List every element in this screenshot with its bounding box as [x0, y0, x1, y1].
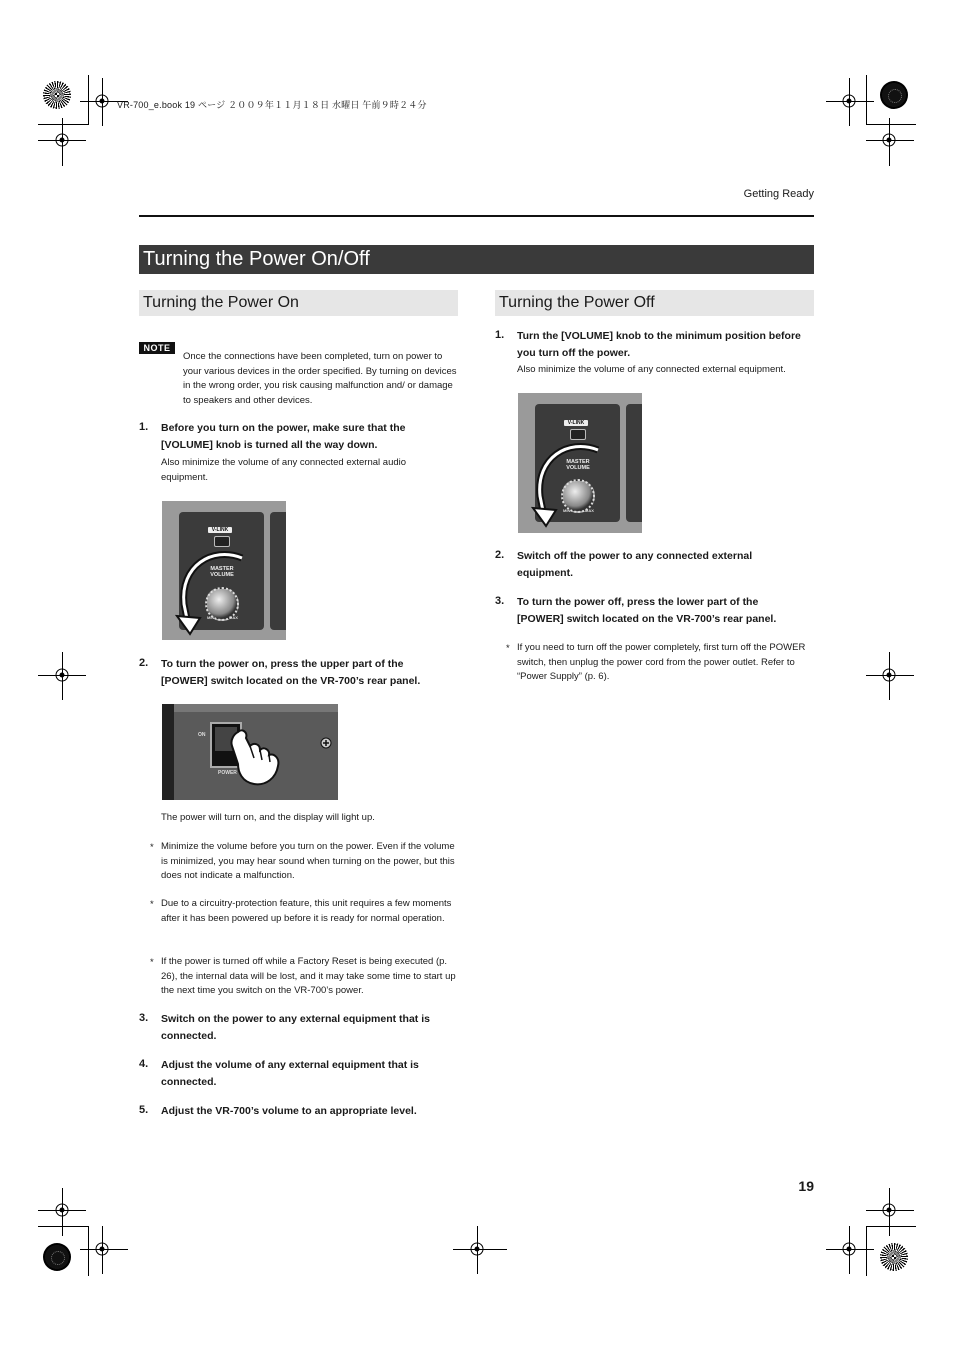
registration-mark-icon: [91, 1238, 113, 1260]
caution-item: If you need to turn off the power completely, first turn off the POWER switch, then unplug the power cord from the power outlet. Refer to “Power Supply” (p. 6).: [517, 642, 806, 682]
registration-mark-icon: [878, 129, 900, 151]
vlink-label: V-LINK: [564, 420, 588, 426]
pressing-hand-icon: [224, 726, 286, 788]
registration-mark-icon: [51, 1199, 73, 1221]
power-label: POWER: [218, 770, 237, 776]
max-label: MAX: [585, 508, 594, 513]
master-volume-label: MASTER VOLUME: [210, 566, 234, 578]
bullet-mark: *: [506, 643, 510, 654]
section-heading-power-off: Turning the Power Off: [495, 290, 814, 316]
step-text: Switch off the power to any connected external equipment.: [517, 550, 753, 579]
registration-mark-icon: [51, 129, 73, 151]
step-text: Before you turn on the power, make sure that the [VOLUME] knob is turned all the way down.: [161, 422, 406, 451]
step-number: 2.: [495, 549, 505, 561]
step-text: To turn the power on, press the upper part of the [POWER] switch located on the VR-700’s rear panel.: [161, 658, 421, 687]
note-badge: NOTE: [139, 342, 175, 354]
power-on-result: The power will turn on, and the display will light up.: [161, 812, 375, 823]
counterclockwise-arrow-icon: [172, 546, 252, 636]
registration-mark-icon: [838, 1238, 860, 1260]
section-heading-power-on: Turning the Power On: [139, 290, 458, 316]
registration-mark-icon: [878, 664, 900, 686]
note-text: Once the connections have been completed, turn on power to your various devices in the order specified. By turning on devices in the wrong order, you risk causing malfunction and/ or damage to speakers and other devices.: [183, 351, 457, 406]
caution-item: Due to a circuitry-protection feature, this unit requires a few moments after it has been powered up before it is ready for normal operation.: [161, 898, 452, 924]
caution-item: Minimize the volume before you turn on the power. Even if the volume is minimized, you may hear sound when turning on the power, but this does not indicate a malfunction.: [161, 841, 455, 881]
step-subtext: Also minimize the volume of any connected external equipment.: [517, 364, 786, 375]
color-bar-starburst-icon: [43, 81, 71, 109]
caution-item: If the power is turned off while a Factory Reset is being executed (p. 26), the internal data will be lost, and it may take some time to start up the next time you switch on the VR-700’s power.: [161, 956, 456, 996]
step-number: 3.: [139, 1012, 149, 1024]
max-label: MAX: [229, 615, 238, 620]
counterclockwise-arrow-icon: [528, 438, 608, 528]
step-text: Switch on the power to any external equipment that is connected.: [161, 1013, 430, 1042]
step-text: Adjust the VR-700’s volume to an appropriate level.: [161, 1105, 417, 1117]
master-volume-label: MASTER VOLUME: [566, 459, 590, 471]
step-number: 2.: [139, 657, 149, 669]
bullet-mark: *: [150, 957, 154, 968]
step-number: 5.: [139, 1104, 149, 1116]
min-label: MIN: [207, 615, 215, 620]
header-rule: [139, 215, 814, 217]
min-label: MIN: [563, 508, 571, 513]
registration-mark-icon: [51, 664, 73, 686]
page-number: 19: [798, 1178, 814, 1194]
registration-target-icon: [880, 81, 908, 109]
print-info: VR-700_e.book 19 ページ ２００９年１１月１８日 水曜日 午前９時２４分: [117, 100, 427, 110]
bullet-mark: *: [150, 899, 154, 910]
step-number: 1.: [139, 421, 149, 433]
bullet-mark: *: [150, 842, 154, 853]
registration-mark-icon: [91, 90, 113, 112]
registration-mark-icon: [466, 1238, 488, 1260]
figure-volume-knob-min-off: [518, 393, 642, 533]
step-subtext: Also minimize the volume of any connected external audio equipment.: [161, 457, 407, 483]
registration-mark-icon: [878, 1199, 900, 1221]
vlink-label: V-LINK: [208, 527, 232, 533]
page-title: Turning the Power On/Off: [139, 245, 814, 274]
screw-icon: [320, 737, 332, 749]
registration-mark-icon: [838, 90, 860, 112]
step-text: Turn the [VOLUME] knob to the minimum position before you turn off the power.: [517, 330, 801, 359]
step-text: Adjust the volume of any external equipment that is connected.: [161, 1059, 419, 1088]
step-number: 4.: [139, 1058, 149, 1070]
step-number: 1.: [495, 329, 505, 341]
color-bar-starburst-icon: [880, 1243, 908, 1271]
figure-volume-knob-min: [162, 501, 286, 640]
figure-power-switch: [162, 704, 338, 800]
step-number: 3.: [495, 595, 505, 607]
on-label: ON: [198, 732, 206, 738]
running-head: Getting Ready: [743, 188, 814, 200]
registration-target-icon: [43, 1243, 71, 1271]
step-text: To turn the power off, press the lower part of the [POWER] switch located on the VR-700’s rear panel.: [517, 596, 777, 625]
